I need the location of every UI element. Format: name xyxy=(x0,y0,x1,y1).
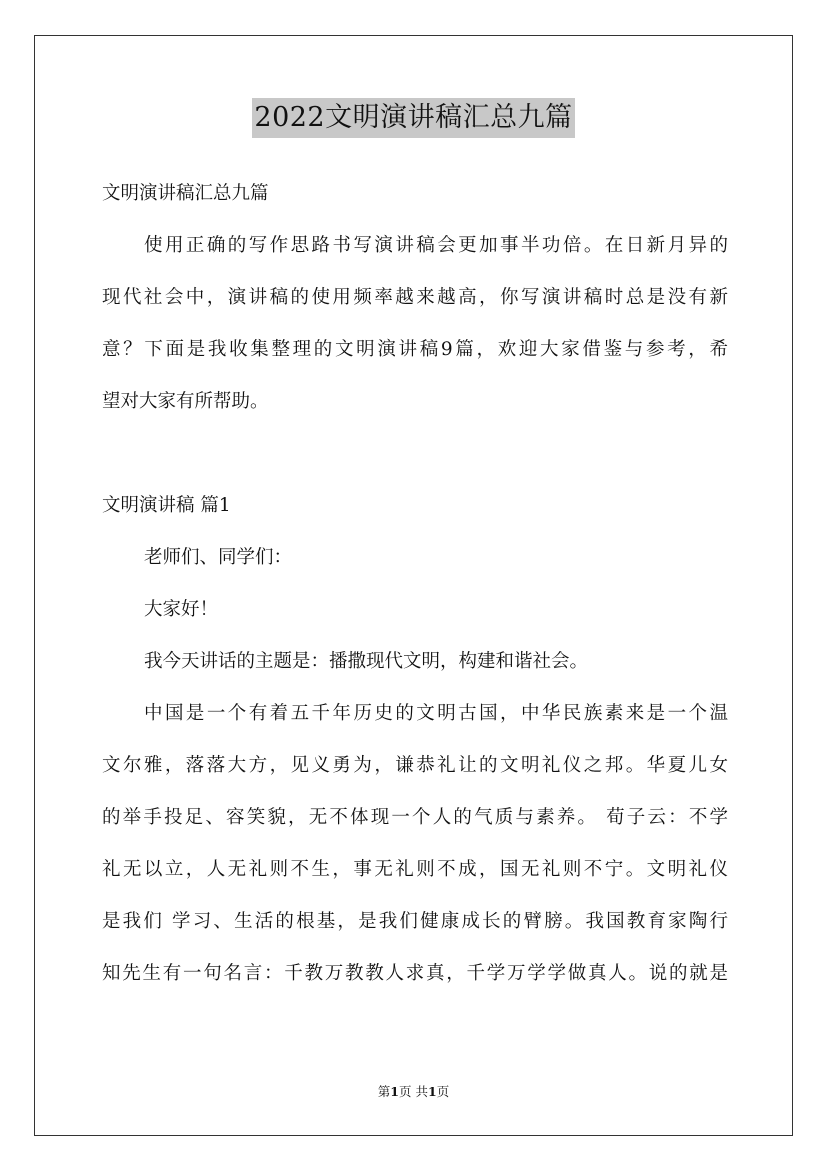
greeting-line: 老师们、同学们： xyxy=(144,547,293,568)
footer-mid: 页 共 xyxy=(399,1084,428,1099)
body-line: 的举手投足、容笑貌，无不体现一个人的气质与素养。 荀子云：不学 xyxy=(102,807,728,828)
body-line: 中国是一个有着五千年历史的文明古国，中华民族素来是一个温 xyxy=(144,703,728,724)
document-body xyxy=(102,168,728,1000)
page-footer xyxy=(0,1082,827,1100)
hello-line: 大家好！ xyxy=(144,599,219,620)
footer-prefix: 第 xyxy=(377,1084,391,1099)
intro-line: 使用正确的写作思路书写演讲稿会更加事半功倍。在日新月异的 xyxy=(144,235,728,256)
body-line: 是我们 学习、生活的根基，是我们健康成长的臂膀。我国教育家陶行 xyxy=(102,911,728,932)
document-subtitle: 文明演讲稿汇总九篇 xyxy=(102,183,269,204)
footer-suffix: 页 xyxy=(436,1084,450,1099)
footer-page-total: 1 xyxy=(427,1084,437,1099)
intro-line: 望对大家有所帮助。 xyxy=(102,391,269,412)
topic-line: 我今天讲话的主题是：播撒现代文明，构建和谐社会。 xyxy=(144,651,589,672)
title-container xyxy=(0,98,827,138)
footer-page-current: 1 xyxy=(390,1084,399,1099)
blank-spacer xyxy=(102,428,728,480)
intro-line: 现代社会中，演讲稿的使用频率越来越高，你写演讲稿时总是没有新 xyxy=(102,287,728,308)
body-line: 知先生有一句名言：千教万教教人求真，千学万学学做真人。说的就是 xyxy=(102,963,728,984)
intro-line: 意？下面是我收集整理的文明演讲稿9篇，欢迎大家借鉴与参考，希 xyxy=(102,339,728,360)
section-heading: 文明演讲稿 篇1 xyxy=(102,495,231,516)
body-line: 礼无以立，人无礼则不生，事无礼则不成，国无礼则不宁。文明礼仪 xyxy=(102,859,728,880)
body-line: 文尔雅，落落大方，见义勇为，谦恭礼让的文明礼仪之邦。华夏儿女 xyxy=(102,755,728,776)
document-title: 2022文明演讲稿汇总九篇 xyxy=(252,98,574,138)
